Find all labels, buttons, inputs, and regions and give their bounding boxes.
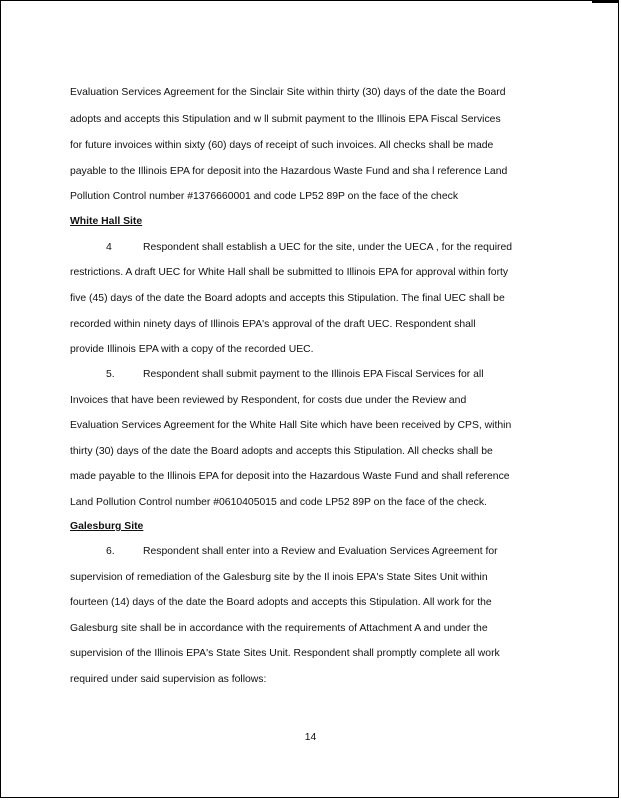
text-line: for future invoices within sixty (60) days of receipt of such invoices. All checks shall be made: [70, 140, 494, 151]
scan-corner-mark: [592, 1, 618, 3]
text-line: provide Illinois EPA with a copy of the recorded UEC.: [70, 344, 314, 355]
section-heading-white-hall: White Hall Site: [70, 216, 143, 227]
text-line: Pollution Control number #1376660001 and code LP52 89P on the face of the check: [70, 191, 459, 202]
text-line: payable to the Illinois EPA for deposit into the Hazardous Waste Fund and sha l reference Land: [70, 166, 508, 177]
text-line: recorded within ninety days of Illinois EPA's approval of the draft UEC. Respondent shall: [70, 319, 476, 330]
text-line: restrictions. A draft UEC for White Hall shall be submitted to Illinois EPA for approval within forty: [70, 267, 509, 278]
text-line: fourteen (14) days of the date the Board adopts and accepts this Stipulation. All work for the: [70, 597, 492, 608]
text-line: adopts and accepts this Stipulation and w ll submit payment to the Illinois EPA Fiscal Services: [70, 114, 501, 125]
text-line: Respondent shall enter into a Review and Evaluation Services Agreement for: [143, 546, 498, 557]
text-line: supervision of the Illinois EPA's State Sites Unit. Respondent shall promptly complete all work: [70, 648, 500, 659]
text-line: Respondent shall submit payment to the Illinois EPA Fiscal Services for all: [143, 369, 484, 380]
text-line: Invoices that have been reviewed by Respondent, for costs due under the Review and: [70, 395, 467, 406]
text-line: required under said supervision as follows:: [70, 674, 267, 685]
paragraph-number: 4: [106, 242, 112, 253]
text-line: five (45) days of the date the Board adopts and accepts this Stipulation. The final UEC shall be: [70, 293, 505, 304]
text-line: made payable to the Illinois EPA for deposit into the Hazardous Waste Fund and shall reference: [70, 471, 510, 482]
text-line: Evaluation Services Agreement for the Sinclair Site within thirty (30) days of the date the Board: [70, 87, 506, 98]
section-heading-galesburg: Galesburg Site: [70, 521, 144, 532]
text-line: thirty (30) days of the date the Board adopts and accepts this Stipulation. All checks shall be: [70, 446, 493, 457]
text-line: supervision of remediation of the Galesburg site by the Il inois EPA's State Sites Unit within: [70, 572, 488, 583]
text-line: Land Pollution Control number #0610405015 and code LP52 89P on the face of the check.: [70, 497, 487, 508]
page-number: 14: [304, 732, 317, 743]
text-line: Evaluation Services Agreement for the White Hall Site which have been received by CPS, within: [70, 420, 512, 431]
text-line: Respondent shall establish a UEC for the site, under the UECA , for the required: [143, 242, 513, 253]
paragraph-number: 6.: [106, 546, 115, 557]
paragraph-number: 5.: [106, 369, 115, 380]
text-line: Galesburg site shall be in accordance with the requirements of Attachment A and under the: [70, 623, 488, 634]
